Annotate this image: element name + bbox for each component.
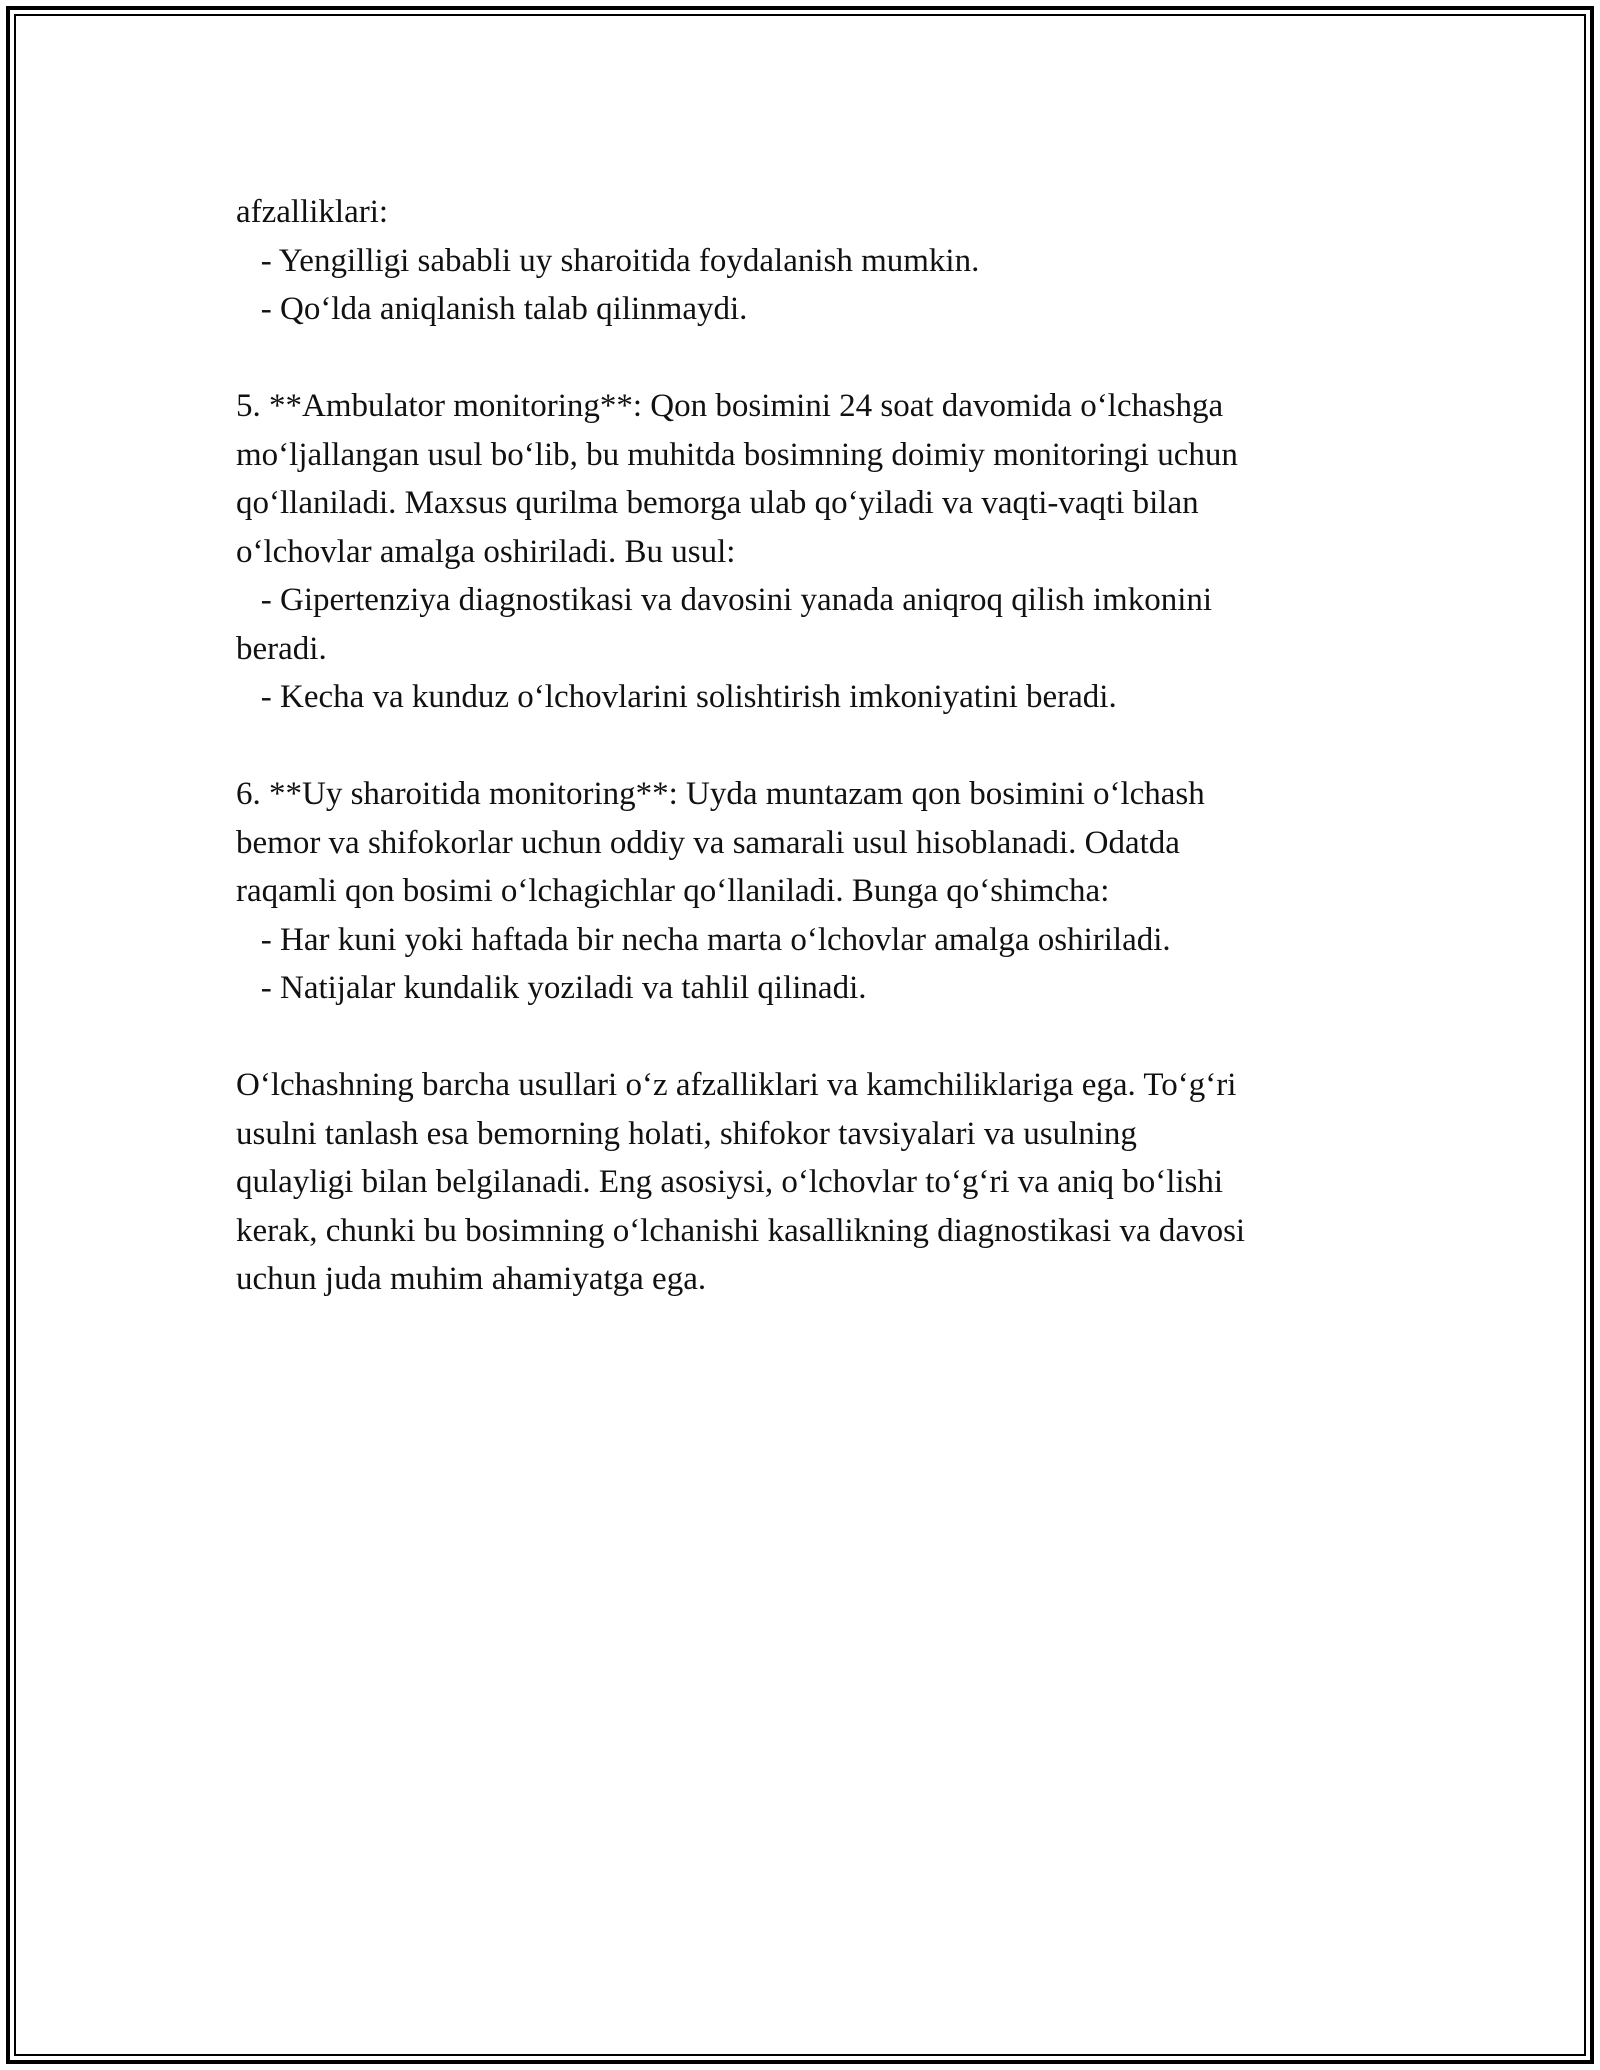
text-line: beradi.: [236, 630, 327, 667]
text-line: 5. **Ambulator monitoring**: Qon bosimini 24 soat davomida o‘lchashga: [236, 388, 1224, 424]
text-line: uchun juda muhim ahamiyatga ega.: [236, 1261, 707, 1297]
paragraph-gap: [236, 722, 1376, 771]
bullet-line: - Qo‘lda aniqlanish talab qilinmaydi.: [236, 291, 748, 327]
text-line: usulni tanlash esa bemorning holati, shifokor tavsiyalari va usulning: [236, 1115, 1137, 1152]
text-line: raqamli qon bosimi o‘lchagichlar qo‘llaniladi. Bunga qo‘shimcha:: [236, 873, 1110, 909]
bullet-line: - Gipertenziya diagnostikasi va davosini yanada aniqroq qilish imkonini: [236, 582, 1213, 618]
bullet-line: - Yengilligi sababli uy sharoitida foydalanish mumkin.: [236, 242, 980, 279]
text-line: O‘lchashning barcha usullari o‘z afzalliklari va kamchiliklariga ega. To‘g‘ri: [236, 1067, 1237, 1103]
bullet-line: - Natijalar kundalik yoziladi va tahlil qilinadi.: [236, 970, 867, 1006]
text-line: bemor va shifokorlar uchun oddiy va samarali usul hisoblanadi. Odatda: [236, 824, 1180, 861]
text-line: o‘lchovlar amalga oshiriladi. Bu usul:: [236, 533, 736, 570]
bullet-line: - Har kuni yoki haftada bir necha marta o‘lchovlar amalga oshiriladi.: [236, 921, 1171, 958]
paragraph-gap: [236, 1013, 1376, 1062]
text-line: qo‘llaniladi. Maxsus qurilma bemorga ulab qo‘yiladi va vaqti-vaqti bilan: [236, 485, 1199, 521]
paragraph-gap: [236, 334, 1376, 383]
text-line: qulayligi bilan belgilanadi. Eng asosiysi, o‘lchovlar to‘g‘ri va aniq bo‘lishi: [236, 1164, 1224, 1200]
text-line: afzalliklari:: [236, 194, 389, 230]
document-body: [236, 188, 1376, 1304]
text-line: 6. **Uy sharoitida monitoring**: Uyda muntazam qon bosimini o‘lchash: [236, 776, 1205, 812]
text-line: mo‘ljallangan usul bo‘lib, bu muhitda bosimning doimiy monitoringi uchun: [236, 436, 1238, 473]
bullet-line: - Kecha va kunduz o‘lchovlarini solishtirish imkoniyatini beradi.: [236, 679, 1117, 715]
text-line: kerak, chunki bu bosimning o‘lchanishi kasallikning diagnostikasi va davosi: [236, 1212, 1246, 1249]
